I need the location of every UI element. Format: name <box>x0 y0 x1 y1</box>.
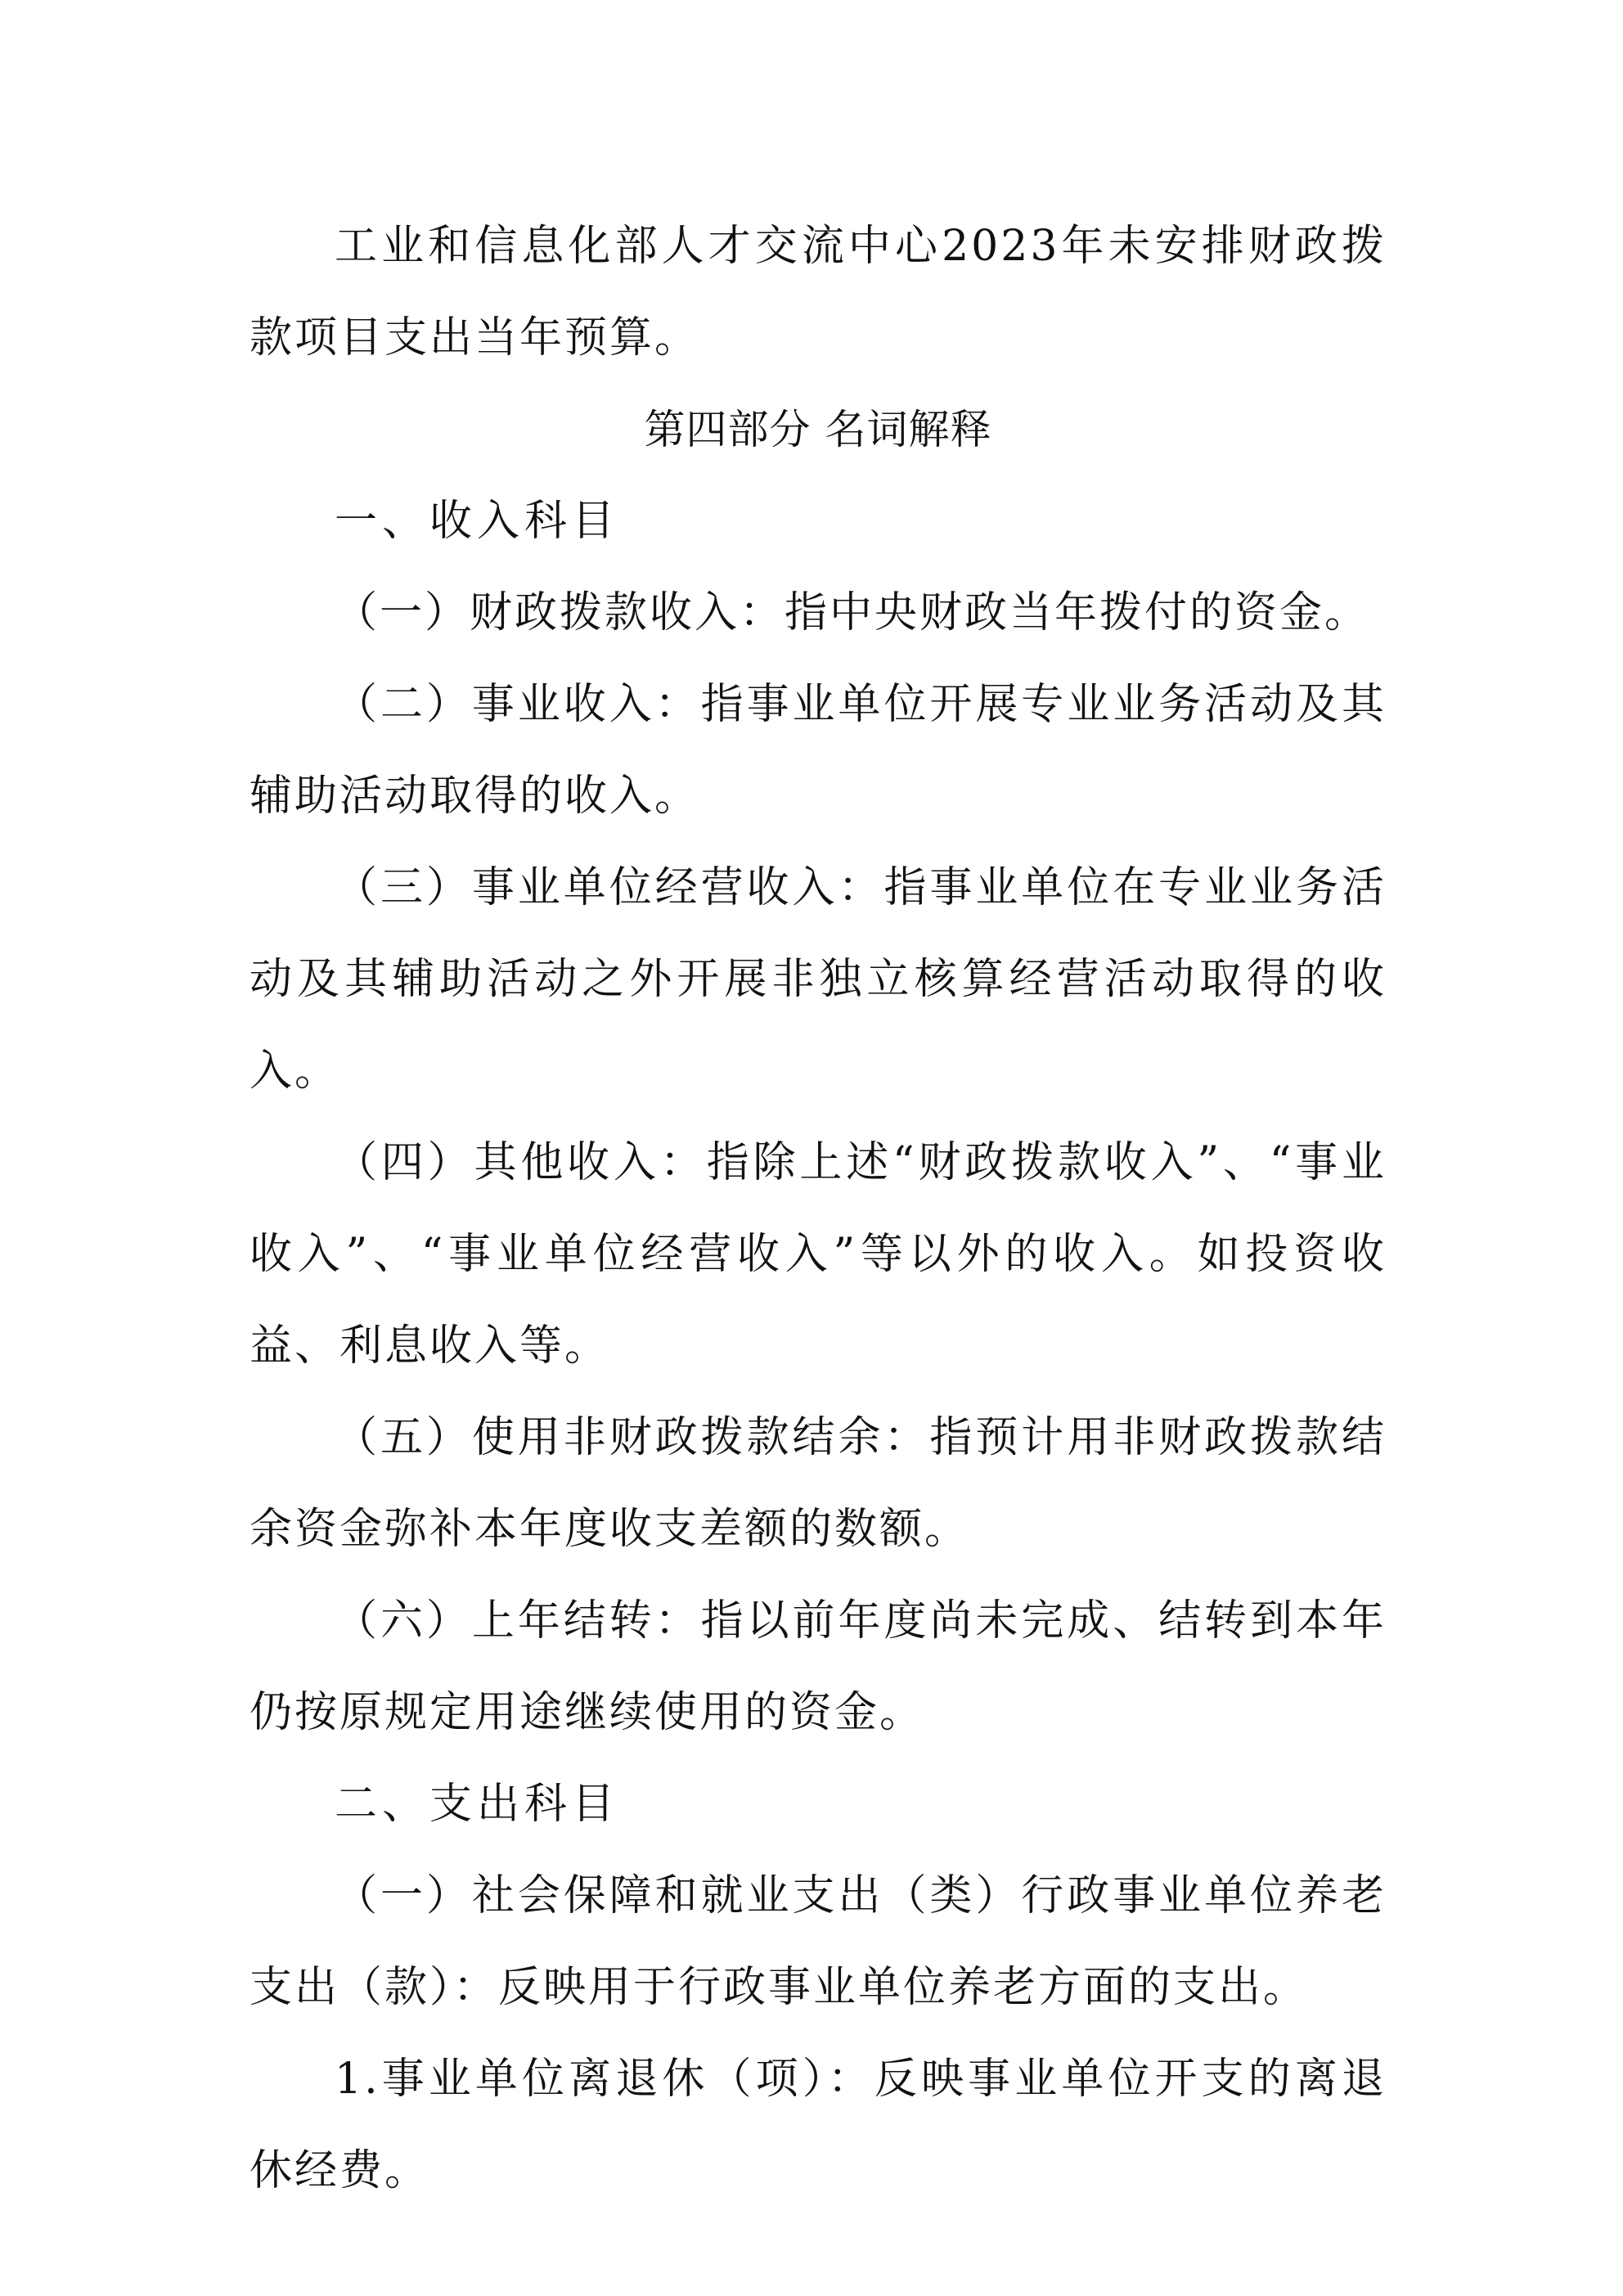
section-heading-income: 一、收入科目 <box>335 497 620 546</box>
income-item-3: （三）事业单位经营收入：指事业单位在专业业务活动及其辅助活动之外开展非独立核算经营活动取得的收入。 <box>250 863 1387 1096</box>
income-item-1: （一）财政拨款收入：指中央财政当年拨付的资金。 <box>335 588 1370 637</box>
document-body <box>250 200 1387 2217</box>
income-item-2: （二）事业收入：指事业单位开展专业业务活动及其辅助活动取得的收入。 <box>250 680 1387 821</box>
expense-item-1: （一）社会保障和就业支出（类）行政事业单位养老支出（款）：反映用于行政事业单位养老方面的支出。 <box>250 1871 1387 2012</box>
income-item-6: （六）上年结转：指以前年度尚未完成、结转到本年仍按原规定用途继续使用的资金。 <box>250 1596 1387 1737</box>
expense-item-2: 1.事业单位离退休（项）：反映事业单位开支的离退休经费。 <box>250 2055 1387 2195</box>
income-item-5: （五）使用非财政拨款结余：指预计用非财政拨款结余资金弥补本年度收支差额的数额。 <box>250 1413 1387 1554</box>
intro-paragraph: 工业和信息化部人才交流中心2023年未安排财政拨款项目支出当年预算。 <box>250 222 1387 362</box>
section-heading-expense: 二、支出科目 <box>335 1780 620 1829</box>
part-title: 第四部分 名词解释 <box>644 406 992 453</box>
income-item-4: （四）其他收入：指除上述“财政拨款收入”、“事业收入”、“事业单位经营收入”等以外的收入。如投资收益、利息收入等。 <box>250 1138 1387 1371</box>
